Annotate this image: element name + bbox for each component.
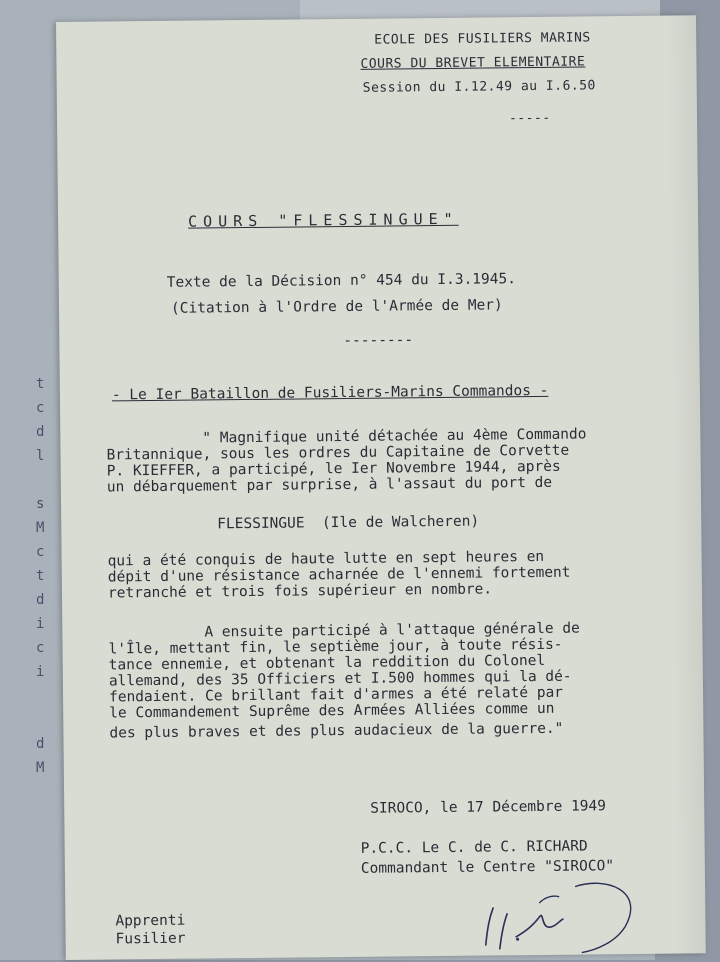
citation-line: un débarquement par surprise, à l'assaut du port de [106,474,553,496]
edge-letter [36,468,52,492]
edge-letter [36,708,52,732]
edge-letter: t [36,568,45,584]
citation-line: allemand, des 35 Officiers et I.500 hommes qui la dé- [108,668,572,690]
edge-letter [36,684,52,708]
place-name: FLESSINGUE (Ile de Walcheren) [217,513,480,533]
edge-letter: M [36,520,45,536]
document-page [56,15,706,960]
edge-letter: t [36,376,45,392]
citation-line: des plus braves et des plus audacieux de la guerre." [109,720,564,742]
header-divider: ----- [508,110,551,127]
edge-letter: i [36,616,45,632]
signature-place-date: SIROCO, le 17 Décembre 1949 [370,798,607,817]
edge-letter: d [36,592,45,608]
citation-line: dépit d'une résistance acharnée de l'ennemi fortement [107,564,571,586]
citation-line: " Magnifique unité détachée au 4ème Commando [202,426,587,447]
edge-letter: i [36,664,45,680]
course-name: COURS DU BREVET ELEMENTAIRE [360,54,586,72]
citation-line: retranché et trois fois supérieur en nombre. [107,581,493,602]
edge-letter: d [36,424,45,440]
citation-line: tance ennemie, et obtenant la reddition du Colonel [108,652,546,674]
rank-label: Apprenti [115,912,186,930]
decision-divider: -------- [343,332,414,350]
session-dates: Session du I.12.49 au I.6.50 [362,78,596,96]
edge-letter: c [36,400,45,416]
course-title: COURS "FLESSINGUE" [188,209,459,231]
citation-line: P. KIEFFER, a participé, le Ier Novembre 1944, après [106,458,561,480]
citation-line: fendaient. Ce brillant fait d'armes a été relaté par [108,684,564,706]
unit-name: - Le Ier Bataillon de Fusiliers-Marins Commandos - [111,382,549,404]
handwritten-signature [455,866,656,958]
citation-line: Britannique, sous les ordres du Capitaine de Corvette [106,442,570,464]
decision-reference: Texte de la Décision n° 454 du I.3.1945. [166,271,517,291]
signature-authority: P.C.C. Le C. de C. RICHARD [360,838,588,857]
edge-letter: d [36,736,45,752]
rank-label: Fusilier [115,930,186,948]
citation-line: A ensuite participé à l'attaque générale de [204,620,580,641]
underlying-sheet-edge-letters [36,372,52,780]
school-name: ECOLE DES FUSILIERS MARINS [374,30,591,48]
signature-title: Commandant le Centre "SIROCO" [360,858,615,877]
citation-line: qui a été conquis de haute lutte en sept heures en [107,548,545,570]
citation-line: l'Île, mettant fin, le septième jour, à toute résis- [108,636,563,658]
edge-letter: c [36,544,45,560]
citation-line: le Commandement Suprême des Armées Alliées comme un [109,700,555,722]
edge-letter: c [36,640,45,656]
decision-subtitle: (Citation à l'Ordre de l'Armée de Mer) [170,297,503,317]
edge-letter: l [36,448,45,464]
edge-letter: M [36,760,45,776]
edge-letter: s [36,496,45,512]
